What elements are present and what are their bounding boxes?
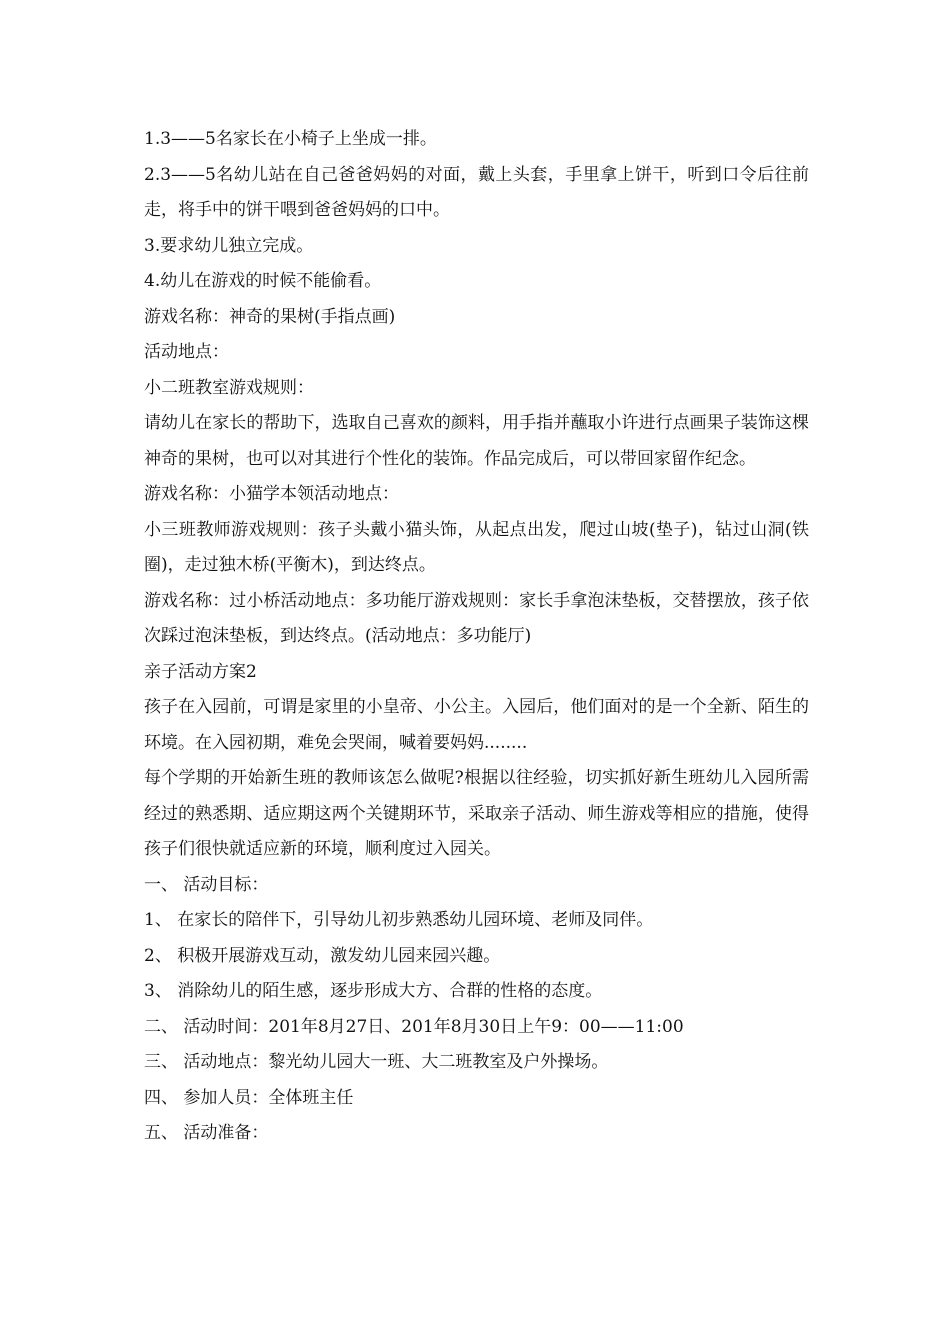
paragraph-10: 小三班教师游戏规则：孩子头戴小猫头饰，从起点出发，爬过山坡(垫子)，钻过山洞(铁圈)，走过独木桥(平衡木)，到达终点。 — [144, 519, 809, 575]
paragraph-11: 游戏名称：过小桥活动地点：多功能厅游戏规则：家长手拿泡沫垫板，交替摆放，孩子依次踩过泡沫垫板，到达终点。(活动地点：多功能厅) — [144, 590, 809, 646]
paragraph-19: 二、 活动时间：201年8月27日、201年8月30日上午9：00——11:00 — [144, 1016, 684, 1037]
paragraph-9: 游戏名称：小猫学本领活动地点： — [144, 484, 399, 504]
paragraph-21: 四、 参加人员：全体班主任 — [144, 1087, 354, 1108]
paragraph-1: 1.3——5名家长在小椅子上坐成一排。 — [144, 129, 437, 149]
paragraph-22: 五、 活动准备： — [144, 1123, 269, 1143]
paragraph-17: 2、 积极开展游戏互动，激发幼儿园来园兴趣。 — [144, 945, 501, 966]
paragraph-18: 3、 消除幼儿的陌生感，逐步形成大方、合群的性格的态度。 — [144, 981, 603, 1001]
paragraph-7: 小二班教室游戏规则： — [144, 377, 314, 398]
paragraph-16: 1、 在家长的陪伴下，引导幼儿初步熟悉幼儿园环境、老师及同伴。 — [144, 910, 654, 930]
paragraph-14: 每个学期的开始新生班的教师该怎么做呢?根据以往经验，切实抓好新生班幼儿入园所需经过的熟悉期、适应期这两个关键期环节，采取亲子活动、师生游戏等相应的措施，使得孩子们很快就适应新的环境，顺利度过入园关。 — [144, 768, 809, 859]
paragraph-2: 2.3——5名幼儿站在自己爸爸妈妈的对面，戴上头套，手里拿上饼干，听到口令后往前走，将手中的饼干喂到爸爸妈妈的口中。 — [144, 164, 809, 220]
paragraph-5: 游戏名称：神奇的果树(手指点画) — [144, 306, 396, 327]
paragraph-13: 孩子在入园前，可谓是家里的小皇帝、小公主。入园后，他们面对的是一个全新、陌生的环境。在入园初期，难免会哭闹，喊着要妈妈........ — [144, 697, 809, 753]
paragraph-8: 请幼儿在家长的帮助下，选取自己喜欢的颜料，用手指并蘸取小许进行点画果子装饰这棵神奇的果树，也可以对其进行个性化的装饰。作品完成后，可以带回家留作纪念。 — [144, 413, 809, 469]
paragraph-3: 3.要求幼儿独立完成。 — [144, 235, 314, 256]
section-heading: 亲子活动方案2 — [144, 661, 257, 682]
paragraph-20: 三、 活动地点：黎光幼儿园大一班、大二班教室及户外操场。 — [144, 1052, 609, 1072]
paragraph-6: 活动地点： — [144, 342, 229, 362]
paragraph-4: 4.幼儿在游戏的时候不能偷看。 — [144, 271, 382, 291]
document-body — [144, 122, 809, 1152]
paragraph-15: 一、 活动目标： — [144, 874, 269, 895]
